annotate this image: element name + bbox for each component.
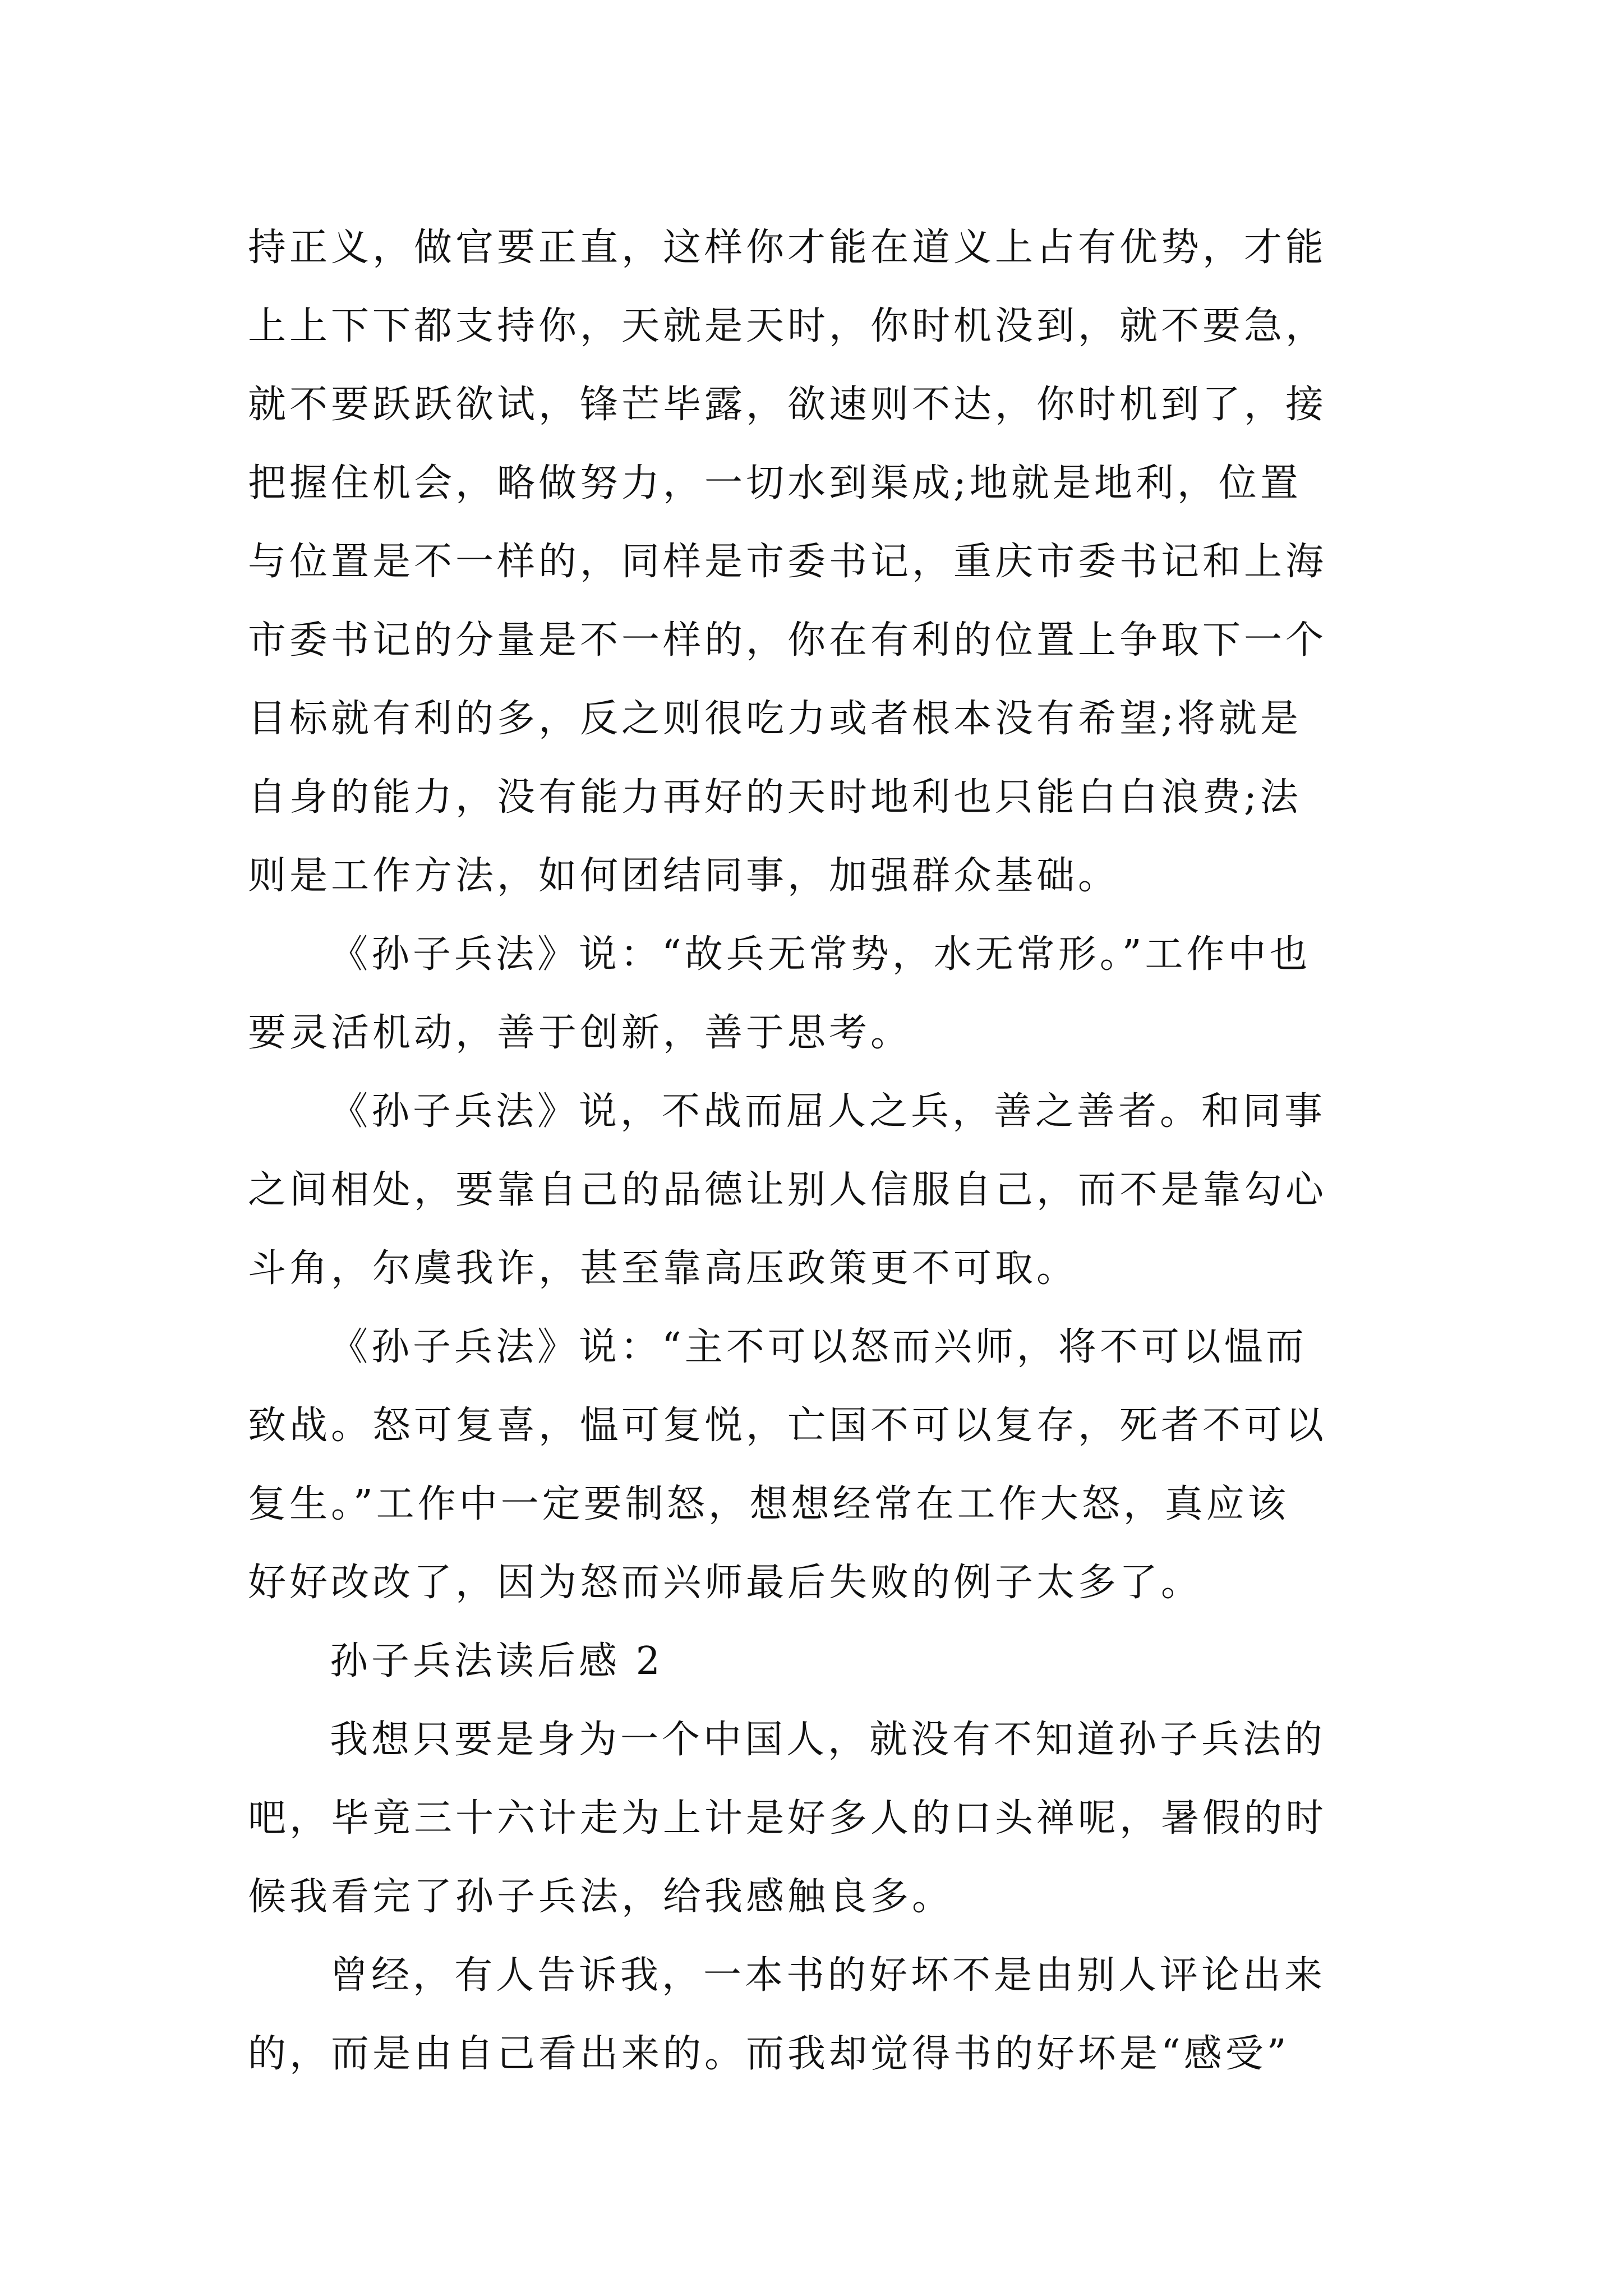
text-line: 把握住机会，略做努力，一切水到渠成;地就是地利，位置 — [248, 461, 1302, 505]
text-line: 斗角，尔虞我诈，甚至靠高压政策更不可取。 — [248, 1246, 1078, 1291]
text-line: 之间相处，要靠自己的品德让别人信服自己，而不是靠勾心 — [248, 1168, 1327, 1212]
text-line: 与位置是不一样的，同样是市委书记，重庆市委书记和上海 — [248, 540, 1327, 584]
document-body — [248, 209, 1392, 2093]
text-line: 上上下下都支持你，天就是天时，你时机没到，就不要急， — [248, 304, 1327, 348]
text-line: 目标就有利的多，反之则很吃力或者根本没有希望;将就是 — [248, 697, 1302, 741]
text-line: 要灵活机动，善于创新，善于思考。 — [248, 1011, 912, 1055]
text-line: 复生。”工作中一定要制怒，想想经常在工作大怒，真应该 — [248, 1482, 1289, 1526]
text-line: 市委书记的分量是不一样的，你在有利的位置上争取下一个 — [248, 618, 1327, 662]
paragraph-start-line: 《孙子兵法》说：“故兵无常势，水无常形。”工作中也 — [330, 932, 1311, 977]
text-line: 好好改改了，因为怒而兴师最后失败的例子太多了。 — [248, 1561, 1203, 1605]
paragraph-start-line: 《孙子兵法》说：“主不可以怒而兴师，将不可以愠而 — [330, 1325, 1307, 1369]
text-line: 就不要跃跃欲试，锋芒毕露，欲速则不达，你时机到了，接 — [248, 383, 1327, 427]
text-line: 自身的能力，没有能力再好的天时地利也只能白白浪费;法 — [248, 775, 1302, 820]
text-line: 致战。怒可复喜，愠可复悦，亡国不可以复存，死者不可以 — [248, 1404, 1327, 1448]
text-line: 则是工作方法，如何团结同事，加强群众基础。 — [248, 854, 1120, 898]
text-line: 的，而是由自己看出来的。而我却觉得书的好坏是“感受” — [248, 2032, 1290, 2076]
section-heading: 孙子兵法读后感 2 — [330, 1639, 663, 1683]
text-line: 吧，毕竟三十六计走为上计是好多人的口头禅呢，暑假的时 — [248, 1796, 1327, 1841]
paragraph-start-line: 我想只要是身为一个中国人，就没有不知道孙子兵法的 — [330, 1718, 1326, 1762]
paragraph-start-line: 《孙子兵法》说，不战而屈人之兵，善之善者。和同事 — [330, 1089, 1326, 1134]
text-line: 持正义，做官要正直，这样你才能在道义上占有优势，才能 — [248, 226, 1327, 270]
text-line: 候我看完了孙子兵法，给我感触良多。 — [248, 1875, 954, 1919]
paragraph-start-line: 曾经，有人告诉我，一本书的好坏不是由别人评论出来 — [330, 1953, 1326, 1998]
